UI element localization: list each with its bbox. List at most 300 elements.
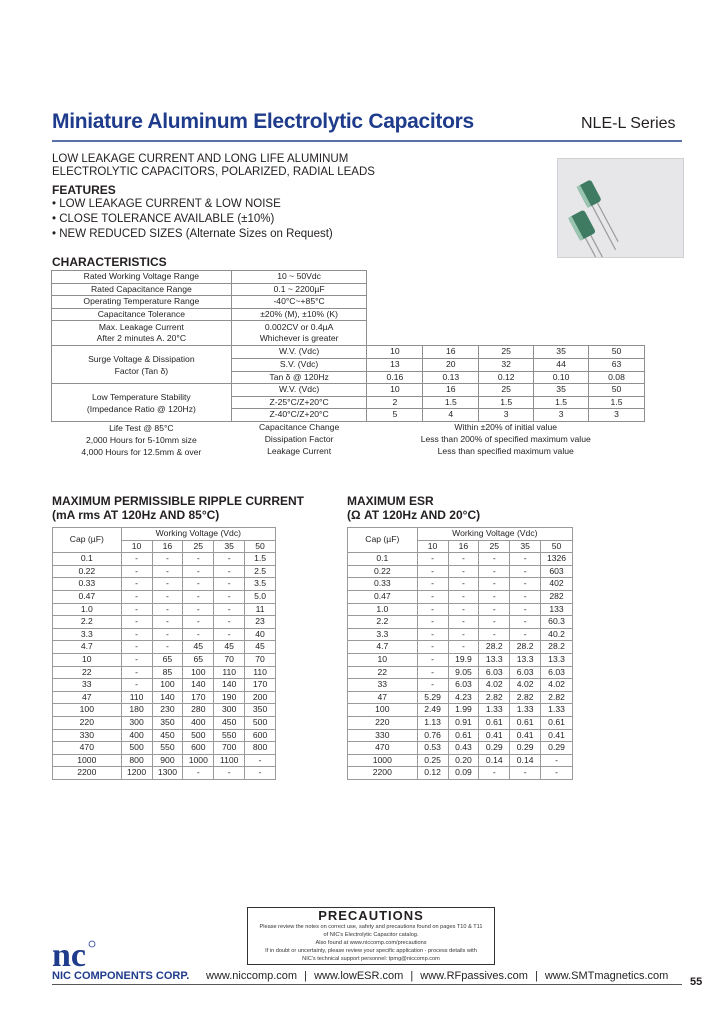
value-cell: 45	[183, 641, 214, 654]
table-cell: 16	[423, 384, 479, 397]
value-cell: -	[214, 603, 245, 616]
capacitor-photo	[557, 158, 684, 258]
value-cell: 800	[245, 742, 276, 755]
value-cell: -	[214, 590, 245, 603]
value-cell: 45	[245, 641, 276, 654]
table-row	[348, 691, 573, 704]
value-cell: 350	[245, 704, 276, 717]
value-cell: 110	[245, 666, 276, 679]
value-cell: 28.2	[510, 641, 541, 654]
cap-cell: 1000	[53, 754, 122, 767]
value-cell: 45	[214, 641, 245, 654]
value-cell: -	[152, 641, 183, 654]
cap-cell: 2200	[53, 767, 122, 780]
cap-cell: 0.1	[53, 553, 122, 566]
table-row	[348, 590, 573, 603]
footer-link[interactable]: www.SMTmagnetics.com	[544, 970, 669, 982]
value-cell: -	[121, 679, 152, 692]
table-row	[53, 666, 276, 679]
voltage-header: 10	[417, 540, 448, 553]
cap-cell: 0.33	[53, 578, 122, 591]
value-cell: 1200	[121, 767, 152, 780]
surge-label-line: Surge Voltage & Dissipation	[88, 353, 195, 364]
intro-line-2: ELECTROLYTIC CAPACITORS, POLARIZED, RADIAL LEADS	[52, 166, 375, 178]
precautions-title: PRECAUTIONS	[318, 908, 424, 923]
value-cell: 600	[183, 742, 214, 755]
table-cell: 63	[589, 358, 645, 371]
value-cell: 140	[214, 679, 245, 692]
table-cell: 4	[423, 409, 479, 422]
value-cell: 0.61	[448, 729, 479, 742]
cap-cell: 330	[348, 729, 418, 742]
lowtemp-label-line: Low Temperature Stability	[92, 391, 191, 402]
char-label: Capacitance Tolerance	[52, 308, 232, 321]
table-cell: 25	[479, 346, 534, 359]
value-cell: 65	[152, 653, 183, 666]
value-cell: 0.61	[510, 716, 541, 729]
life-row-name: Leakage Current	[267, 446, 332, 457]
cap-cell: 4.7	[53, 641, 122, 654]
value-cell: 110	[121, 691, 152, 704]
value-cell: 2.5	[245, 565, 276, 578]
precautions-line: Please review the notes on correct use, safety and precautions found on pages T10 & T11	[259, 924, 483, 930]
lowtemp-row-name: Z-25°C/Z+20°C	[231, 396, 367, 409]
value-cell: 180	[121, 704, 152, 717]
table-cell: 10	[367, 384, 423, 397]
cap-cell: 0.22	[348, 565, 418, 578]
cap-cell: 4.7	[348, 641, 418, 654]
value-cell: 4.23	[448, 691, 479, 704]
table-row	[348, 628, 573, 641]
value-cell: 133	[541, 603, 573, 616]
value-cell: -	[448, 628, 479, 641]
table-row	[53, 754, 276, 767]
value-cell: -	[417, 616, 448, 629]
lowtemp-row-name: Z-40°C/Z+20°C	[231, 409, 367, 422]
value-cell: -	[479, 553, 510, 566]
cap-cell: 47	[53, 691, 122, 704]
surge-row-name: W.V. (Vdc)	[231, 346, 367, 359]
cap-cell: 220	[348, 716, 418, 729]
voltage-header: 25	[183, 540, 214, 553]
cap-cell: 330	[53, 729, 122, 742]
value-cell: 170	[245, 679, 276, 692]
table-row	[53, 691, 276, 704]
value-cell: -	[214, 767, 245, 780]
life-label-line: 4,000 Hours for 12.5mm & over	[81, 446, 202, 457]
value-cell: -	[448, 603, 479, 616]
cap-cell: 220	[53, 716, 122, 729]
value-cell: 200	[245, 691, 276, 704]
char-value: 10 ~ 50Vdc	[231, 271, 367, 284]
voltage-header: 50	[245, 540, 276, 553]
value-cell: -	[183, 578, 214, 591]
value-cell: 70	[245, 653, 276, 666]
value-cell: -	[448, 641, 479, 654]
value-cell: 450	[152, 729, 183, 742]
table-cell: 1.5	[534, 396, 589, 409]
table-cell: 32	[479, 358, 534, 371]
value-cell: 450	[214, 716, 245, 729]
surge-label-line: Factor (Tan δ)	[114, 365, 169, 376]
value-cell: 28.2	[541, 641, 573, 654]
intro-line-1: LOW LEAKAGE CURRENT AND LONG LIFE ALUMINUM	[52, 153, 349, 165]
cap-cell: 2.2	[53, 616, 122, 629]
value-cell: 0.29	[541, 742, 573, 755]
value-cell: 700	[214, 742, 245, 755]
value-cell: -	[121, 603, 152, 616]
cap-cell: 0.22	[53, 565, 122, 578]
value-cell: 1.33	[479, 704, 510, 717]
value-cell: 5.0	[245, 590, 276, 603]
value-cell: 230	[152, 704, 183, 717]
esr-heading	[347, 494, 480, 522]
leakage-value-line: 0.002CV or 0.4µA	[264, 322, 334, 333]
ripple-table	[52, 527, 276, 780]
table-cell: 0.16	[367, 371, 423, 384]
value-cell: -	[152, 565, 183, 578]
cap-cell: 22	[53, 666, 122, 679]
table-cell: 50	[589, 384, 645, 397]
surge-label	[52, 346, 232, 384]
value-cell: 1.99	[448, 704, 479, 717]
table-cell: 1.5	[589, 396, 645, 409]
table-row	[348, 666, 573, 679]
surge-row-name: S.V. (Vdc)	[231, 358, 367, 371]
value-cell: 2.49	[417, 704, 448, 717]
table-cell: 0.08	[589, 371, 645, 384]
value-cell: 13.3	[541, 653, 573, 666]
value-cell: 2.82	[510, 691, 541, 704]
value-cell: 40	[245, 628, 276, 641]
value-cell: 0.43	[448, 742, 479, 755]
table-row	[348, 679, 573, 692]
value-cell: 3.5	[245, 578, 276, 591]
table-cell: 20	[423, 358, 479, 371]
cap-cell: 22	[348, 666, 418, 679]
value-cell: -	[152, 578, 183, 591]
features-heading: FEATURES	[52, 183, 116, 197]
table-cell: 44	[534, 358, 589, 371]
value-cell: 1300	[152, 767, 183, 780]
value-cell: 0.61	[541, 716, 573, 729]
value-cell: -	[541, 754, 573, 767]
table-cell: 0.12	[479, 371, 534, 384]
cap-cell: 3.3	[53, 628, 122, 641]
value-cell: -	[417, 641, 448, 654]
table-cell: 50	[589, 346, 645, 359]
value-cell: 0.14	[479, 754, 510, 767]
nic-logo-icon	[52, 938, 98, 968]
table-row	[348, 578, 573, 591]
table-row	[53, 565, 276, 578]
footer-link[interactable]: www.niccomp.com	[206, 970, 298, 982]
precautions-line[interactable]: Also found at www.niccomp.com/precautions	[315, 940, 427, 946]
value-cell: -	[510, 553, 541, 566]
table-row	[53, 653, 276, 666]
ripple-heading-line: (mA rms AT 120Hz AND 85°C)	[52, 508, 220, 522]
table-row	[53, 590, 276, 603]
table-row	[53, 767, 276, 780]
table-cell: 5	[367, 409, 423, 422]
wv-header: Working Voltage (Vdc)	[121, 528, 275, 541]
value-cell: -	[479, 578, 510, 591]
value-cell: 110	[214, 666, 245, 679]
value-cell: 1000	[183, 754, 214, 767]
char-value: -40°C~+85°C	[231, 296, 367, 309]
value-cell: 70	[214, 653, 245, 666]
value-cell: -	[121, 653, 152, 666]
cap-cell: 470	[348, 742, 418, 755]
value-cell: -	[183, 565, 214, 578]
value-cell: 0.41	[479, 729, 510, 742]
table-cell: 3	[479, 409, 534, 422]
value-cell: 500	[183, 729, 214, 742]
value-cell: -	[510, 628, 541, 641]
lowtemp-row-name: W.V. (Vdc)	[231, 384, 367, 397]
page-number: 55	[690, 976, 703, 988]
value-cell: -	[152, 603, 183, 616]
table-row	[53, 628, 276, 641]
leakage-value	[231, 321, 367, 346]
cap-cell: 470	[53, 742, 122, 755]
surge-row-name: Tan δ @ 120Hz	[231, 371, 367, 384]
value-cell: 190	[214, 691, 245, 704]
table-cell: 3	[589, 409, 645, 422]
value-cell: 6.03	[541, 666, 573, 679]
value-cell: 500	[245, 716, 276, 729]
table-row	[348, 729, 573, 742]
table-row	[348, 616, 573, 629]
value-cell: 400	[121, 729, 152, 742]
value-cell: -	[214, 565, 245, 578]
value-cell: -	[214, 616, 245, 629]
leakage-label-line: Max. Leakage Current	[98, 322, 184, 333]
characteristics-table	[51, 270, 645, 458]
value-cell: -	[183, 603, 214, 616]
capacitor-image-icon	[558, 159, 683, 257]
value-cell: 1.5	[245, 553, 276, 566]
value-cell: -	[417, 666, 448, 679]
table-row	[53, 603, 276, 616]
char-label: Rated Capacitance Range	[52, 283, 232, 296]
value-cell: 100	[183, 666, 214, 679]
leakage-label	[52, 321, 232, 346]
value-cell: 550	[152, 742, 183, 755]
value-cell: 100	[152, 679, 183, 692]
cap-cell: 33	[53, 679, 122, 692]
title-rule	[52, 140, 682, 142]
table-row	[53, 679, 276, 692]
ripple-heading	[52, 494, 304, 522]
life-row-value: Less than 200% of specified maximum value	[420, 434, 591, 445]
footer-link[interactable]: www.lowESR.com	[314, 970, 404, 982]
cap-header: Cap (µF)	[348, 528, 418, 553]
table-cell: 16	[423, 346, 479, 359]
table-row	[53, 641, 276, 654]
lowtemp-label-line: (Impedance Ratio @ 120Hz)	[86, 403, 196, 414]
separator: |	[304, 970, 307, 982]
table-row	[348, 767, 573, 780]
value-cell: 0.14	[510, 754, 541, 767]
cap-cell: 100	[348, 704, 418, 717]
char-label: Operating Temperature Range	[52, 296, 232, 309]
value-cell: -	[479, 616, 510, 629]
value-cell: -	[479, 767, 510, 780]
page-title: Miniature Aluminum Electrolytic Capacitors	[52, 110, 474, 133]
logo-letters: nc	[52, 938, 86, 968]
value-cell: 0.76	[417, 729, 448, 742]
value-cell: -	[121, 553, 152, 566]
value-cell: -	[510, 616, 541, 629]
value-cell: -	[121, 616, 152, 629]
value-cell: 550	[214, 729, 245, 742]
char-value: 0.1 ~ 2200µF	[231, 283, 367, 296]
table-cell: 0.13	[423, 371, 479, 384]
value-cell: 402	[541, 578, 573, 591]
value-cell: 500	[121, 742, 152, 755]
value-cell: -	[152, 616, 183, 629]
value-cell: 1.33	[510, 704, 541, 717]
table-row	[348, 754, 573, 767]
cap-cell: 0.47	[53, 590, 122, 603]
precautions-line[interactable]: NIC's technical support personnel: tpmg@niccomp.com	[302, 956, 440, 962]
table-cell: 1.5	[479, 396, 534, 409]
value-cell: -	[121, 565, 152, 578]
precautions-body	[252, 923, 490, 963]
value-cell: -	[510, 590, 541, 603]
precautions-line: If in doubt or uncertainty, please review your specific application - process details with	[265, 948, 477, 954]
value-cell: -	[183, 553, 214, 566]
value-cell: -	[510, 767, 541, 780]
value-cell: 85	[152, 666, 183, 679]
value-cell: -	[448, 590, 479, 603]
value-cell: 170	[183, 691, 214, 704]
cap-cell: 0.1	[348, 553, 418, 566]
voltage-header: 25	[479, 540, 510, 553]
leakage-value-line: Whichever is greater	[259, 333, 339, 344]
table-cell: 35	[534, 384, 589, 397]
value-cell: 1.33	[541, 704, 573, 717]
table-row	[348, 704, 573, 717]
value-cell: 300	[121, 716, 152, 729]
value-cell: -	[417, 653, 448, 666]
cap-cell: 100	[53, 704, 122, 717]
value-cell: 9.05	[448, 666, 479, 679]
value-cell: 6.03	[510, 666, 541, 679]
value-cell: 350	[152, 716, 183, 729]
value-cell: -	[510, 565, 541, 578]
value-cell: -	[183, 767, 214, 780]
cap-cell: 2200	[348, 767, 418, 780]
value-cell: -	[417, 679, 448, 692]
cap-cell: 10	[53, 653, 122, 666]
value-cell: 28.2	[479, 641, 510, 654]
cap-cell: 1000	[348, 754, 418, 767]
table-row	[53, 729, 276, 742]
value-cell: -	[214, 553, 245, 566]
life-row-value: Within ±20% of initial value	[454, 422, 558, 433]
value-cell: 6.03	[448, 679, 479, 692]
value-cell: -	[152, 590, 183, 603]
value-cell: 65	[183, 653, 214, 666]
value-cell: 0.41	[541, 729, 573, 742]
voltage-header: 35	[510, 540, 541, 553]
value-cell: -	[245, 754, 276, 767]
value-cell: 0.09	[448, 767, 479, 780]
table-row	[348, 653, 573, 666]
cap-cell: 33	[348, 679, 418, 692]
value-cell: 0.12	[417, 767, 448, 780]
footer-link[interactable]: www.RFpassives.com	[420, 970, 528, 982]
table-cell: 0.10	[534, 371, 589, 384]
value-cell: -	[479, 590, 510, 603]
value-cell: -	[121, 641, 152, 654]
cap-cell: 10	[348, 653, 418, 666]
feature-item: • CLOSE TOLERANCE AVAILABLE (±10%)	[52, 213, 275, 225]
esr-heading-line: (Ω AT 120Hz AND 20°C)	[347, 508, 481, 522]
value-cell: -	[541, 767, 573, 780]
table-cell: 35	[534, 346, 589, 359]
life-row-value: Less than specified maximum value	[437, 446, 574, 457]
value-cell: 400	[183, 716, 214, 729]
feature-item: • LOW LEAKAGE CURRENT & LOW NOISE	[52, 198, 281, 210]
esr-table	[347, 527, 573, 780]
table-row	[53, 553, 276, 566]
value-cell: 13.3	[479, 653, 510, 666]
cap-cell: 47	[348, 691, 418, 704]
cap-cell: 0.47	[348, 590, 418, 603]
ripple-heading-line: MAXIMUM PERMISSIBLE RIPPLE CURRENT	[52, 494, 305, 508]
table-row	[348, 716, 573, 729]
value-cell: 300	[214, 704, 245, 717]
value-cell: -	[479, 628, 510, 641]
value-cell: 13.3	[510, 653, 541, 666]
voltage-header: 16	[448, 540, 479, 553]
voltage-header: 35	[214, 540, 245, 553]
value-cell: 282	[541, 590, 573, 603]
value-cell: 6.03	[479, 666, 510, 679]
table-row	[348, 641, 573, 654]
value-cell: -	[152, 628, 183, 641]
value-cell: 0.91	[448, 716, 479, 729]
life-row-name: Capacitance Change	[258, 422, 340, 433]
lowtemp-label	[52, 384, 232, 422]
value-cell: -	[448, 616, 479, 629]
table-row	[53, 578, 276, 591]
value-cell: 23	[245, 616, 276, 629]
value-cell: 0.61	[479, 716, 510, 729]
value-cell: -	[214, 578, 245, 591]
value-cell: 140	[183, 679, 214, 692]
value-cell: 5.29	[417, 691, 448, 704]
value-cell: 1.13	[417, 716, 448, 729]
table-row	[53, 704, 276, 717]
separator: |	[410, 970, 414, 982]
value-cell: -	[214, 628, 245, 641]
value-cell: 11	[245, 603, 276, 616]
life-label	[52, 421, 232, 458]
value-cell: -	[510, 603, 541, 616]
value-cell: -	[417, 565, 448, 578]
value-cell: -	[448, 578, 479, 591]
company-name: NIC COMPONENTS CORP.	[52, 970, 190, 982]
table-cell: 13	[367, 358, 423, 371]
value-cell: -	[417, 628, 448, 641]
value-cell: -	[417, 590, 448, 603]
footer-rule	[52, 984, 682, 985]
value-cell: 0.25	[417, 754, 448, 767]
